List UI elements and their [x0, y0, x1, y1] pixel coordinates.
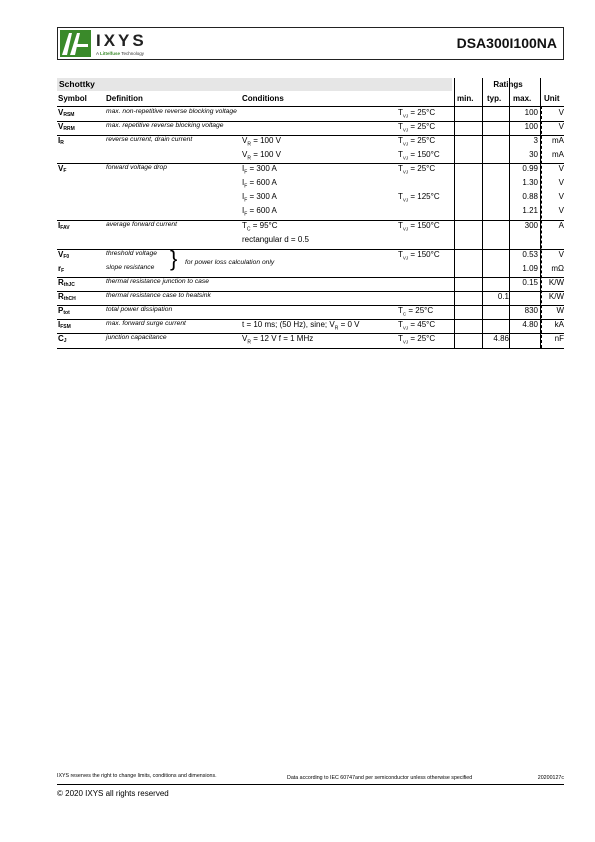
row-max: 30: [529, 150, 538, 159]
row-condition: $I_F = 300$ A: [242, 192, 277, 204]
row-unit: W: [556, 306, 564, 315]
brace-glyph: }: [170, 246, 178, 271]
col-head-typ: typ.: [487, 94, 502, 103]
row-definition: average forward current: [106, 221, 177, 228]
row-condition: rectangular d = 0.5: [242, 235, 309, 244]
row-max: 830: [524, 306, 538, 315]
row-unit: K/W: [548, 278, 564, 287]
row-symbol: $I_R$: [58, 136, 64, 146]
row-condition: t = 10 ms; (50 Hz), sine; $V_R = 0$ V: [242, 320, 360, 332]
logo-tagline: A Littelfuse Technology: [96, 51, 144, 56]
row-symbol: $P_{tot}$: [58, 306, 70, 316]
row-definition: threshold voltage: [106, 250, 157, 257]
logo-wordmark: IXYS: [96, 31, 147, 50]
row-symbol: $C_J$: [58, 334, 67, 344]
row-definition: max. non-repetitive reverse blocking voltage: [106, 108, 237, 115]
row-max: 0.53: [522, 250, 538, 259]
row-unit: kA: [554, 320, 564, 329]
row-definition: junction capacitance: [106, 334, 167, 341]
row-temperature: $T_{VJ} = 150^\circ C$: [398, 221, 440, 232]
row-max: 0.88: [522, 192, 538, 201]
row-symbol: $V_{RSM}$: [58, 108, 75, 118]
row-unit: nF: [554, 334, 564, 343]
row-max: 1.30: [522, 178, 538, 187]
row-unit: V: [558, 178, 564, 187]
row-max: 0.15: [522, 278, 538, 287]
row-symbol: $I_{FAV}$: [58, 221, 70, 231]
row-typ: 4.86: [493, 334, 509, 343]
row-unit: V: [558, 250, 564, 259]
row-symbol: $R_{thCH}$: [58, 292, 76, 302]
row-unit: mA: [552, 136, 564, 145]
footer-doc-code: 20200127c: [537, 775, 564, 781]
row-unit: V: [558, 108, 564, 117]
col-head-symbol: Symbol: [58, 94, 87, 103]
row-symbol: $R_{thJC}$: [58, 278, 75, 288]
row-condition: $I_F = 300$ A: [242, 164, 277, 176]
row-max: 100: [524, 108, 538, 117]
ratings-label: Ratings: [493, 80, 523, 89]
row-max: 300: [524, 221, 538, 230]
row-definition: max. repetitive reverse blocking voltage: [106, 122, 224, 129]
col-head-min: min.: [457, 94, 474, 103]
row-temperature: $T_{VJ} = 25^\circ C$: [398, 122, 436, 133]
row-typ: 0.1: [497, 292, 509, 301]
row-definition: thermal resistance case to heatsink: [106, 292, 211, 299]
row-condition: $V_R = 100$ V: [242, 136, 281, 148]
row-definition: thermal resistance junction to case: [106, 278, 209, 285]
row-condition: $T_C = 95^\circ C$: [242, 221, 278, 233]
row-condition: $I_F = 600$ A: [242, 178, 277, 190]
row-unit: V: [558, 192, 564, 201]
row-definition: slope resistance: [106, 264, 155, 271]
row-temperature: $T_C = 25^\circ C$: [398, 306, 434, 317]
row-max: 100: [524, 122, 538, 131]
ixys-logo-icon: [60, 30, 91, 57]
row-temperature: $T_{VJ} = 25^\circ C$: [398, 108, 436, 119]
row-unit: A: [558, 221, 564, 230]
row-unit: V: [558, 164, 564, 173]
row-max: 1.21: [522, 206, 538, 215]
row-definition: max. forward surge current: [106, 320, 186, 327]
footer-standard-note: Data according to IEC 60747and per semiconductor unless otherwise specified: [287, 775, 473, 781]
row-temperature: $T_{VJ} = 125^\circ C$: [398, 192, 440, 203]
row-unit: V: [558, 206, 564, 215]
row-max: 4.80: [522, 320, 538, 329]
row-temperature: $T_{VJ} = 150^\circ C$: [398, 150, 440, 161]
row-symbol: $V_{RRM}$: [58, 122, 75, 132]
col-head-definition: Definition: [106, 94, 143, 103]
row-definition: reverse current, drain current: [106, 136, 193, 143]
col-head-conditions: Conditions: [242, 94, 284, 103]
col-head-max: max.: [513, 94, 532, 103]
row-definition: total power dissipation: [106, 306, 173, 313]
row-condition: $I_F = 600$ A: [242, 206, 277, 218]
row-symbol: $V_F$: [58, 164, 67, 174]
row-symbol: $r_F$: [58, 264, 65, 274]
row-temperature: $T_{VJ} = 25^\circ C$: [398, 164, 436, 175]
row-temperature: $T_{VJ} = 150^\circ C$: [398, 250, 440, 261]
document-header: [57, 27, 564, 60]
row-max: 0.99: [522, 164, 538, 173]
row-temperature: $T_{VJ} = 45^\circ C$: [398, 320, 436, 331]
section-title: Schottky: [57, 78, 452, 91]
row-definition: forward voltage drop: [106, 164, 167, 171]
footer-disclaimer: IXYS reserves the right to change limits, conditions and dimensions.: [57, 773, 217, 779]
row-max: 1.09: [522, 264, 538, 273]
row-unit: mA: [552, 150, 564, 159]
row-temperature: $T_{VJ} = 25^\circ C$: [398, 334, 436, 345]
part-number: DSA300I100NA: [456, 35, 557, 51]
row-unit: K/W: [548, 292, 564, 301]
row-condition: $V_R = 100$ V: [242, 150, 281, 162]
row-temperature: $T_{VJ} = 25^\circ C$: [398, 136, 436, 147]
row-condition: $V_R = 12$ V f = 1 MHz: [242, 334, 314, 346]
row-symbol: $V_{F0}$: [58, 250, 70, 260]
footer-divider: [57, 784, 564, 785]
row-symbol: $I_{FSM}$: [58, 320, 71, 330]
brace-note: for power loss calculation only: [185, 259, 275, 266]
footer-copyright: © 2020 IXYS all rights reserved: [57, 789, 169, 798]
col-head-unit: Unit: [544, 94, 560, 103]
row-max: 3: [533, 136, 538, 145]
row-unit: mΩ: [551, 264, 564, 273]
row-unit: V: [558, 122, 564, 131]
